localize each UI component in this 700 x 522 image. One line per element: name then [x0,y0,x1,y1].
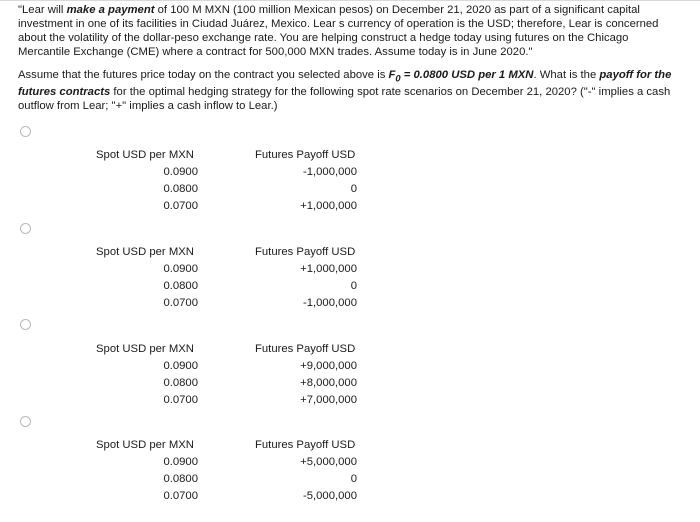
spot-cell: 0.0700 [163,297,198,309]
option-2-radio[interactable] [20,223,31,234]
payoff-cell: 0 [350,280,357,292]
payoff-cell: +9,000,000 [300,360,357,372]
spot-column-header: Spot USD per MXN [96,246,194,258]
spot-cell: 0.0900 [163,456,198,468]
option-4-table [0,439,700,509]
payoff-column-header: Futures Payoff USD [255,246,356,258]
option-1-table [0,149,700,219]
spot-cell: 0.0700 [163,200,198,212]
spot-cell: 0.0900 [163,166,198,178]
spot-cell: 0.0900 [163,263,198,275]
option-3-table [0,343,700,413]
payoff-cell: -5,000,000 [302,490,357,502]
prompt-text-part: for the optimal hedging strategy for the following spot rate scenarios on December 21, 2020? ("-" implies a cash outflow from Lear; "+" implies a cash inflow to Lear.) [18,86,671,113]
scenario-text-part: "Lear will [18,4,67,16]
spot-column-header: Spot USD per MXN [96,149,194,161]
question-scenario-text [18,3,683,59]
futures-price-value: = 0.0800 USD per 1 MXN [400,69,534,81]
prompt-text-part: Assume that the futures price today on the contract you selected above is [18,69,389,81]
top-divider [0,0,700,1]
spot-cell: 0.0700 [163,394,198,406]
payoff-cell: 0 [350,473,357,485]
payoff-column-header: Futures Payoff USD [255,343,356,355]
option-2-table [0,246,700,316]
spot-column-header: Spot USD per MXN [96,439,194,451]
spot-column-header: Spot USD per MXN [96,343,194,355]
prompt-emphasis: payoff for the futures contracts [18,69,672,99]
payoff-cell: +8,000,000 [300,377,357,389]
spot-cell: 0.0900 [163,360,198,372]
question-prompt-text [18,68,683,113]
futures-price-symbol: F [388,69,396,81]
payoff-cell: -1,000,000 [302,297,357,309]
spot-cell: 0.0800 [163,377,198,389]
spot-cell: 0.0800 [163,183,198,195]
futures-price-subscript: 0 [395,72,401,84]
scenario-text-part: of 100 M MXN (100 million Mexican pesos) on December 21, 2020 as part of a significant capital investment in one of its facilities in Ciudad Juárez, Mexico. Lear s currency of operation is the USD; therefore, Lear is concerned about the volatility of the dollar-peso exchange rate. You are helping construct a hedge today using futures on the Chicago Mercantile Exchange (CME) where a contract for 500,000 MXN trades. Assume today is in June 2020." [18,4,659,58]
payoff-cell: +1,000,000 [300,263,357,275]
spot-cell: 0.0800 [163,280,198,292]
payoff-column-header: Futures Payoff USD [255,149,356,161]
payoff-cell: +5,000,000 [300,456,357,468]
payoff-column-header: Futures Payoff USD [255,439,356,451]
payoff-cell: +7,000,000 [300,394,357,406]
payoff-cell: 0 [350,183,357,195]
option-4-radio[interactable] [20,416,31,427]
option-1-radio[interactable] [20,126,31,137]
payoff-cell: +1,000,000 [300,200,357,212]
spot-cell: 0.0800 [163,473,198,485]
spot-cell: 0.0700 [163,490,198,502]
option-3-radio[interactable] [20,319,31,330]
prompt-text-part: . What is the [533,69,600,81]
payoff-cell: -1,000,000 [302,166,357,178]
scenario-emphasis: make a payment [66,4,155,16]
